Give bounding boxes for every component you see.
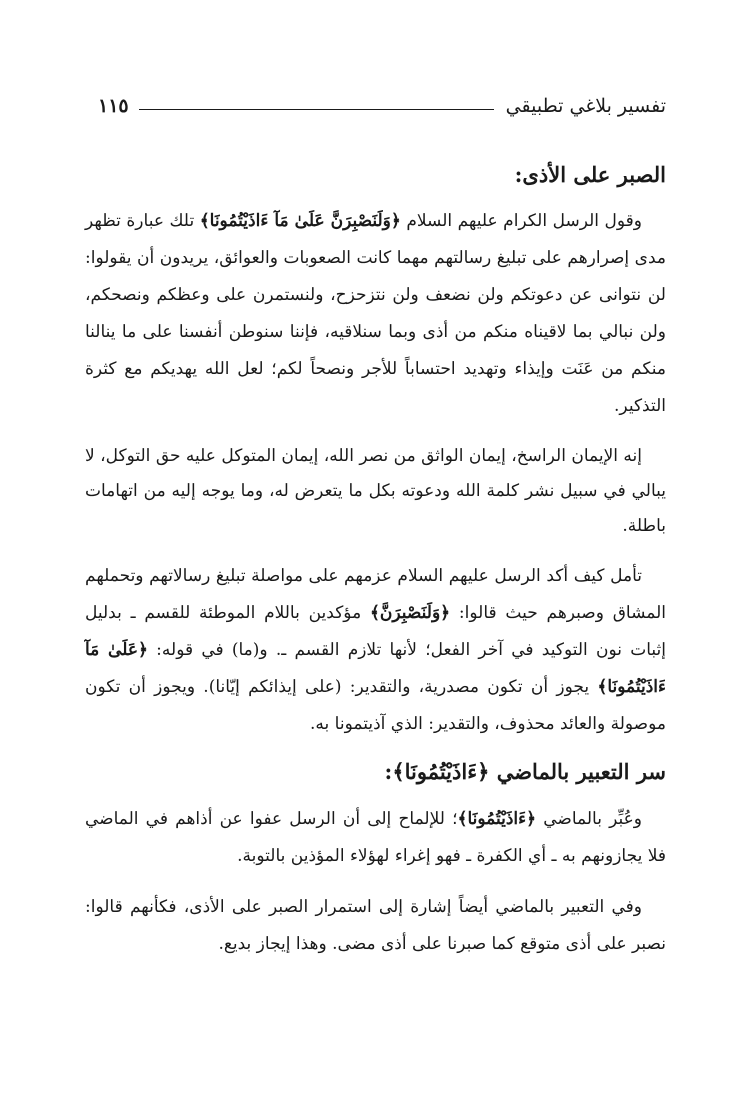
paragraph — [85, 203, 666, 425]
quran-verse: ﴿ءَاذَيْتُمُونَا﴾ — [392, 759, 490, 785]
paragraph-text: تأمل كيف أكد الرسل عليهم السلام عزمهم على مواصلة تبليغ رسالاتهم وتحملهم المشاق وصبرهم حيث قالوا: — [85, 566, 666, 624]
paragraph-text: وقول الرسل الكرام عليهم السلام — [400, 211, 642, 232]
paragraph — [85, 801, 666, 875]
paragraph-text: ؛ للإلماح إلى أن الرسل عفوا عن أذاهم في الماضي فلا يجازونهم به ـ أي الكفرة ـ فهو إغراء لهؤلاء المؤذين بالتوبة. — [85, 808, 666, 866]
page-content — [85, 150, 666, 977]
section-heading-patience: الصبر على الأذى: — [514, 162, 666, 187]
quran-verse: ﴿عَلَىٰ مَآ ءَاذَيْتُمُونَا﴾ — [85, 640, 666, 698]
book-title: تفسير بلاغي تطبيقي — [505, 95, 666, 117]
paragraph-text: تلك عبارة تظهر مدى إصرارهم على تبليغ رسالتهم مهما كانت الصعوبات والعوائق، يريدون أن يقولوا: لن نتوانى عن دعوتكم ولن نضعف ولن نتزحزح، ولنستمرن على وعظكم ونصحكم، ولن نبالي بما لاقيناه منكم من أذى وبما سنلاقيه، فإننا سنوطن أنفسنا على ما ينالنا منكم من عَنَت وإيذاء وتهديد احتساباً للأجر ونصحاً لكم؛ لعل الله يهديكم مع كثرة التذكير. — [85, 211, 666, 417]
paragraph-text: مؤكدين باللام الموطئة للقسم ـ بدليل إثبات نون التوكيد في آخر الفعل؛ لأنها تلازم القسم ـ. و(ما) في قوله: — [85, 603, 666, 661]
quran-verse: ﴿وَلَنَصْبِرَنَّ عَلَىٰ مَآ ءَاذَيْتُمُونَا﴾ — [199, 211, 401, 232]
quran-verse: ﴿ءَاذَيْتُمُونَا﴾ — [457, 808, 537, 829]
paragraph: إنه الإيمان الراسخ، إيمان الواثق من نصر الله، إيمان المتوكل عليه حق التوكل، لا يبالي في سبيل نشر كلمة الله ودعوته بكل ما يتعرض له، وما يوجه إليه من اتهامات باطلة. — [85, 446, 666, 537]
running-header — [98, 86, 666, 116]
section-heading-past-tense — [85, 757, 666, 786]
paragraph: وفي التعبير بالماضي أيضاً إشارة إلى استمرار الصبر على الأذى، فكأنهم قالوا: نصبر على أذى متوقع كما صبرنا على أذى مضى. وهذا إيجاز بديع. — [85, 896, 666, 954]
heading-text: سر التعبير بالماضي — [489, 759, 666, 785]
page-number: ١١٥ — [98, 95, 129, 117]
paragraph — [85, 558, 666, 743]
paragraph-text: يجوز أن تكون مصدرية، والتقدير: (على إيذائكم إيّانا). ويجوز أن تكون موصولة والعائد محذوف، والتقدير: الذي آذيتمونا به. — [85, 677, 666, 735]
header-rule — [139, 109, 494, 110]
quran-verse: ﴿وَلَنَصْبِرَنَّ﴾ — [369, 603, 451, 624]
paragraph-text: وعُبِّر بالماضي — [536, 808, 642, 829]
heading-colon: : — [384, 759, 393, 785]
